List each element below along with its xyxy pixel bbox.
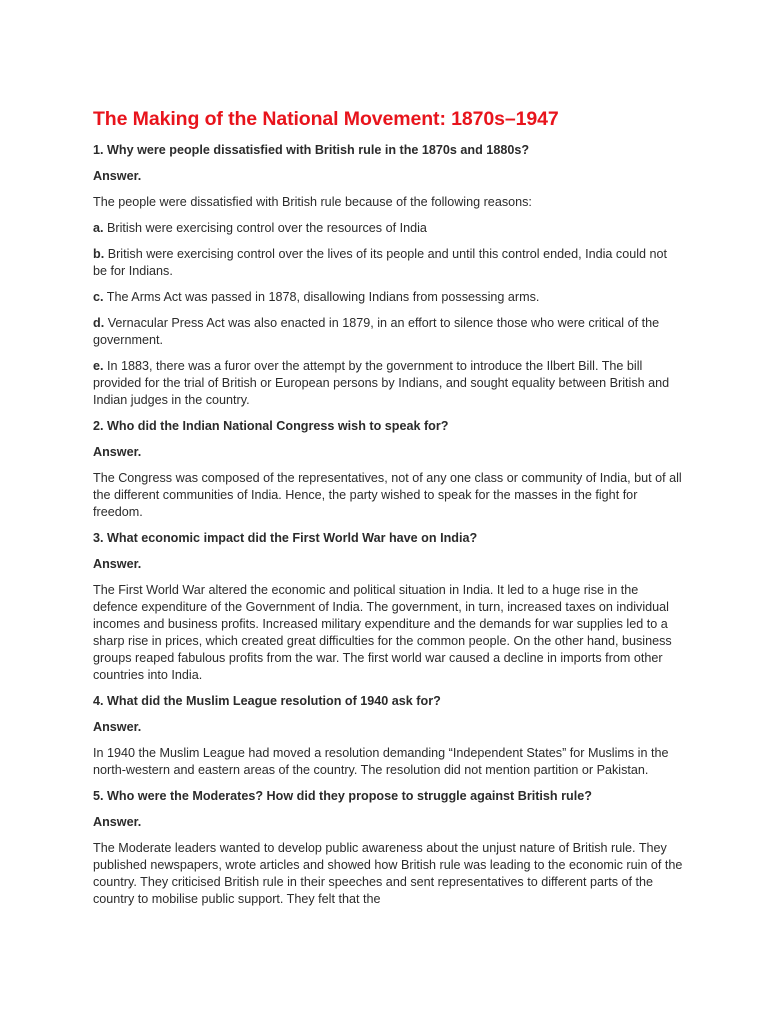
answer-label-2: Answer. (93, 445, 142, 459)
answer-4: In 1940 the Muslim League had moved a resolution demanding “Independent States” for Muslims in the north-western and eastern areas of the country. The resolution did not mention partition or Pakistan. (93, 746, 669, 777)
reason-item-d (93, 315, 683, 349)
question-5: 5. Who were the Moderates? How did they propose to struggle against British rule? (93, 789, 592, 803)
item-text: The Arms Act was passed in 1878, disallowing Indians from possessing arms. (103, 290, 540, 304)
answer-5: The Moderate leaders wanted to develop public awareness about the unjust nature of British rule. They published newspapers, wrote articles and showed how British rule was leading to the economic ruin of the country. They criticised British rule in their speeches and sent representatives to different parts of the country to mobilise public support. They felt that the (93, 841, 683, 906)
answer-1-intro: The people were dissatisfied with British rule because of the following reasons: (93, 195, 532, 209)
item-text: Vernacular Press Act was also enacted in 1879, in an effort to silence those who were critical of the government. (93, 316, 660, 347)
document-page (93, 106, 683, 917)
item-text: British were exercising control over the resources of India (103, 221, 427, 235)
item-letter: c. (93, 290, 104, 304)
item-letter: b. (93, 247, 105, 261)
answer-label-4: Answer. (93, 720, 142, 734)
reason-item-a (93, 220, 683, 237)
page-title: The Making of the National Movement: 1870s–1947 (93, 108, 559, 130)
item-letter: e. (93, 359, 104, 373)
question-1: 1. Why were people dissatisfied with British rule in the 1870s and 1880s? (93, 143, 530, 157)
reason-item-e (93, 358, 683, 409)
question-3: 3. What economic impact did the First World War have on India? (93, 531, 478, 545)
answer-2: The Congress was composed of the representatives, not of any one class or community of India, but of all the different communities of India. Hence, the party wished to speak for the masses in the fight for freedom. (93, 471, 682, 519)
item-text: British were exercising control over the lives of its people and until this control ended, India could not be for Indians. (93, 247, 668, 278)
answer-label-3: Answer. (93, 557, 142, 571)
reason-item-b (93, 246, 683, 280)
reason-item-c (93, 289, 683, 306)
item-letter: a. (93, 221, 104, 235)
item-letter: d. (93, 316, 105, 330)
answer-label-1: Answer. (93, 169, 142, 183)
answer-3: The First World War altered the economic and political situation in India. It led to a huge rise in the defence expenditure of the Government of India. The government, in turn, increased taxes on individual incomes and business profits. Increased military expenditure and the demands for war supplies led to a sharp rise in prices, which created great difficulties for the common people. On the other hand, business groups reaped fabulous profits from the war. The first world war caused a decline in imports from other countries into India. (93, 583, 672, 682)
item-text: In 1883, there was a furor over the attempt by the government to introduce the Ilbert Bill. The bill provided for the trial of British or European persons by Indians, and sought equality between British and Indian judges in the country. (93, 359, 670, 407)
question-4: 4. What did the Muslim League resolution of 1940 ask for? (93, 694, 441, 708)
answer-label-5: Answer. (93, 815, 142, 829)
question-2: 2. Who did the Indian National Congress wish to speak for? (93, 419, 449, 433)
